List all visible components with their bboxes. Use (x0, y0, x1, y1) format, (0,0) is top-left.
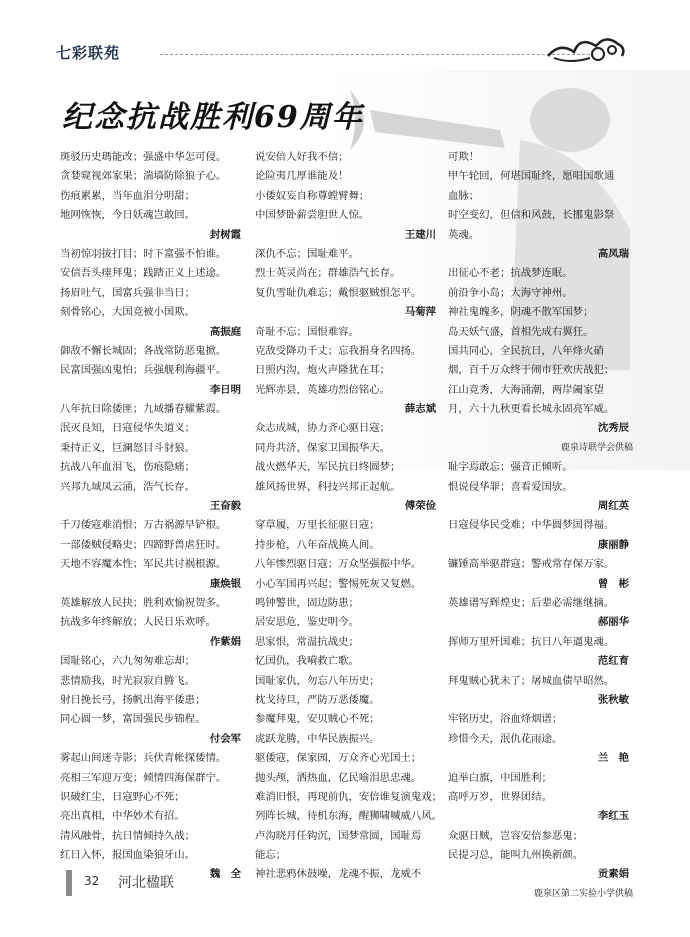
couplet-line: 御敌不懈长城固；各战常防恶鬼掀。 (60, 344, 227, 357)
couplet-line: 天地不容魔本性；军民共讨祸根源。 (60, 558, 227, 571)
author-name: 高凤瑞 (597, 247, 629, 260)
cloud-ornament-icon (540, 28, 630, 68)
couplet-column-3 (448, 148, 633, 904)
couplet-line: 穿草履，万里长征驱日寇； (255, 519, 380, 532)
couplet-line: 抗战多年终解放；人民日乐欢呼。 (60, 616, 216, 629)
couplet-line: 岛天妖气盛，首相先成右翼狂。 (448, 325, 594, 338)
couplet-line: 兴邦九域凤云涌，浩气长存。 (60, 480, 196, 493)
couplet-line: 卢沟晓月任钩沉，国梦常圆，国耻焉 (255, 829, 422, 842)
author-name: 马菊萍 (404, 306, 436, 319)
couplet-line: 识破红尘，日寇野心不死； (60, 790, 185, 803)
author-name: 郝丽华 (597, 616, 629, 629)
page-number: 32 (84, 874, 100, 888)
author-name: 沈秀辰 (597, 422, 629, 435)
couplet-line: 出征心不老；抗战梦连眠。 (448, 267, 573, 280)
couplet-line: 国耻家仇，勿忘八年历史； (255, 674, 380, 687)
couplet-line: 众驱日贼，岂容安倍参恶鬼； (448, 829, 584, 842)
couplet-line: 深仇不忘；国耻难平。 (255, 247, 359, 260)
publication-title: 河北楹联 (118, 875, 174, 891)
couplet-line: 清风融骨，抗日情倾持久战； (60, 829, 196, 842)
author-name: 付会军 (209, 732, 241, 745)
couplet-line: 居安思危，鉴史明今。 (255, 616, 359, 629)
author-name: 李红玉 (597, 810, 629, 823)
couplet-line: 江山竞秀，大海涌潮，两岸阖家望 (448, 383, 604, 396)
couplet-line: 地网恢恢，今日妖魂岂敢回。 (60, 209, 196, 222)
source-note: 鹿泉区第二实验小学供稿 (533, 888, 633, 899)
couplet-line: 斑驳历史瑪能改；强盛中华怎可侵。 (60, 151, 227, 163)
author-name: 曾 彬 (597, 577, 629, 590)
author-name: 封树霞 (209, 228, 241, 241)
couplet-line: 八年惨烈驱日寇；万众坚强振中华。 (255, 558, 422, 571)
couplet-line: 耻字焉敢忘；强音正倾听。 (448, 461, 573, 474)
couplet-line: 枕戈待旦，严防万恶倭魔。 (255, 693, 380, 706)
couplet-line: 镰锤高举驱群寇；警戒常存保万家。 (448, 558, 615, 571)
couplet-line: 说安倍人好我不信； (255, 151, 349, 163)
author-name: 康焕银 (209, 577, 241, 590)
couplet-line: 泯灭良知，日寇侵华失道义； (60, 422, 196, 435)
couplet-line: 亮相三军迎万变；倾情四海保群宁。 (60, 771, 227, 784)
couplet-line: 烈士英灵尚在；群雄浩气长存。 (255, 267, 401, 280)
couplet-line: 前沿争小岛；大海守神州。 (448, 286, 573, 299)
couplet-line: 同舟共济，保家卫国振华天。 (255, 441, 391, 454)
author-name: 张秋敏 (597, 693, 629, 706)
couplet-line: 国耻铭心，六九匆匆难忘却； (60, 655, 196, 668)
couplet-line: 难消旧恨，再现前仇，安倍谁复演鬼戏； (255, 790, 443, 803)
couplet-line: 一部倭贼侵略史；四蹄野兽虐狂时。 (60, 538, 227, 551)
couplet-line: 当初惊羽拔打目；时下富强不怕谁。 (60, 247, 227, 260)
couplet-line: 虎跃龙腾，中华民族振兴。 (255, 732, 380, 745)
couplet-line: 日照内沟，炮火声隆犹在耳； (255, 364, 391, 377)
couplet-line: 迫举白旗，中国胜利； (448, 771, 552, 784)
couplet-line: 论险夷几厚谁能及！ (255, 170, 349, 183)
couplet-line: 秉持正义，巨澜怒目斗豺狼。 (60, 441, 196, 454)
couplet-line: 雾起山间迷寺影；兵伏青帐探倭情。 (60, 752, 227, 765)
author-name: 兰 艳 (597, 752, 629, 765)
couplet-line: 复仇雪耻仇难忘；戴恨驱贼恨怎平。 (255, 286, 422, 299)
couplet-line: 民富国强凶鬼怕；兵强舰利海疆平。 (60, 364, 227, 377)
couplet-line: 众志成城，协力齐心驱日寇； (255, 422, 391, 435)
couplet-line: 日寇侵华民受难；中华圆梦国得福。 (448, 519, 615, 532)
author-name: 李日明 (209, 383, 241, 396)
couplet-line: 小倭奴妄自称尊螳臂舞； (255, 189, 370, 202)
couplet-line: 血脉； (448, 189, 480, 202)
author-name: 魏 全 (209, 868, 241, 881)
couplet-line: 驱倭寇，保家园，万众齐心光国土； (255, 752, 422, 765)
couplet-line: 思家恨，常温抗战史； (255, 635, 359, 648)
couplet-line: 红日入怀，报国血染狼牙山。 (60, 849, 196, 862)
author-name: 薛志斌 (404, 403, 436, 416)
couplet-line: 战火燃华天，军民抗日终圆梦； (255, 461, 401, 474)
author-name: 贡素娟 (597, 868, 629, 881)
source-note: 鹿泉诗联学会供稿 (560, 442, 633, 453)
couplet-line: 烟，百千万众终于闹市狂欢庆战犯； (448, 364, 615, 377)
couplet-line: 高呼万岁，世界团结。 (448, 790, 552, 803)
couplet-column-1 (60, 148, 245, 885)
header-divider (160, 54, 590, 55)
couplet-line: 奇耻不忘；国恨难容。 (255, 325, 359, 338)
author-name: 王奋毅 (209, 500, 241, 513)
section-header: 七彩联苑 (56, 44, 121, 62)
page-title: 纪念抗战胜利69周年 (62, 100, 364, 135)
couplet-line: 时空变幻，但信和风鼓，长挪鬼影祭 (448, 209, 615, 222)
couplet-line: 拜鬼贼心犹未了；屠城血债早昭然。 (448, 674, 615, 687)
couplet-line: 甲午轮回，何堪国耻终，愿唱国歌通 (448, 170, 615, 183)
couplet-line: 悲情励我，时光寂寂自腾飞。 (60, 674, 196, 687)
couplet-line: 恨说侵华罪；喜看爱国欤。 (448, 480, 573, 493)
couplet-line: 持步枪，八年奋战换人间。 (255, 538, 380, 551)
couplet-column-2 (255, 148, 443, 885)
couplet-line: 国共同心，全民抗日，八年烽火硝 (448, 344, 604, 357)
author-name: 周红英 (597, 500, 629, 513)
couplet-line: 鸣钟警世，固边防患； (255, 596, 359, 609)
couplet-line: 神社悲鸦休鼓噪，龙魂不振，龙威不 (255, 868, 422, 881)
couplet-line: 列阵长城，待机东海，醒狮啸喊威八风。 (255, 810, 443, 823)
couplet-line: 抛头颅，洒热血，亿民喻泪思忠魂。 (255, 771, 422, 784)
author-name: 王建川 (404, 228, 436, 241)
couplet-line: 雄风扬世界，科技兴邦正起航。 (255, 480, 401, 493)
couplet-line: 挥师万里歼国难；抗日八年逼鬼魂。 (448, 635, 615, 648)
author-name: 高振庭 (209, 325, 241, 338)
couplet-line: 英魂。 (448, 228, 480, 241)
couplet-line: 神社鬼魄多，阴魂不散军国梦； (448, 306, 594, 319)
couplet-line: 贪婪窥视郊家果；湍墙防除狼子心。 (60, 170, 227, 183)
couplet-line: 能忘； (255, 849, 287, 862)
author-name: 康丽静 (597, 538, 629, 551)
couplet-line: 扬眉吐气，国富兵强非当日； (60, 286, 196, 299)
couplet-line: 珍惜今天，泯仇花雨途。 (448, 732, 563, 745)
couplet-line: 参魔拜鬼，安贝贼心不死； (255, 713, 380, 726)
couplet-line: 可欺！ (448, 151, 480, 163)
couplet-line: 刻骨铭心，大国竞被小国欺。 (60, 306, 196, 319)
couplet-line: 同心圆一梦，富国强民步锦程。 (60, 713, 206, 726)
author-name: 作紫娟 (209, 635, 241, 648)
couplet-line: 忆国仇，我嗬救亡歌。 (255, 655, 359, 668)
couplet-line: 亮出真相，中华妙术有招。 (60, 810, 185, 823)
couplet-line: 牢铭历史，浴血烽烟谱； (448, 713, 563, 726)
couplet-line: 射日挽长弓，扬帆出海平倭患； (60, 693, 206, 706)
couplet-line: 民提习总，能叫九州换新颜。 (448, 849, 584, 862)
author-name: 范红育 (597, 655, 629, 668)
couplet-line: 克敌受降功千丈；忘我捐身名四扬。 (255, 344, 422, 357)
couplet-line: 英雄谱写辉煌史；后辈必需继继摘。 (448, 596, 615, 609)
couplet-line: 英雄解放人民抉；胜利欢愉祝贺多。 (60, 596, 227, 609)
couplet-line: 光辉赤县，英雄功烈倍铭心。 (255, 383, 391, 396)
author-name: 傅荣俭 (404, 500, 436, 513)
couplet-line: 小心军国再兴起；警惕死灰又复燃。 (255, 577, 422, 590)
couplet-line: 安信吾头瘗拜鬼；践踏正义上述途。 (60, 267, 227, 280)
couplet-line: 伤痕累累，当年血泪分明甜； (60, 189, 196, 202)
couplet-line: 千刀倭寇难消恨；万古祸源早铲根。 (60, 519, 227, 532)
couplet-line: 中国梦卧薪尝胆世人惊。 (255, 209, 370, 222)
footer-bar (66, 870, 72, 896)
couplet-line: 月，六十九秋更看长城永固亮军威。 (448, 403, 615, 416)
couplet-line: 抗战八年血泪飞，伤痕隐痛； (60, 461, 196, 474)
couplet-line: 八年抗日除倭匪；九域播春耀紫霞。 (60, 403, 227, 416)
